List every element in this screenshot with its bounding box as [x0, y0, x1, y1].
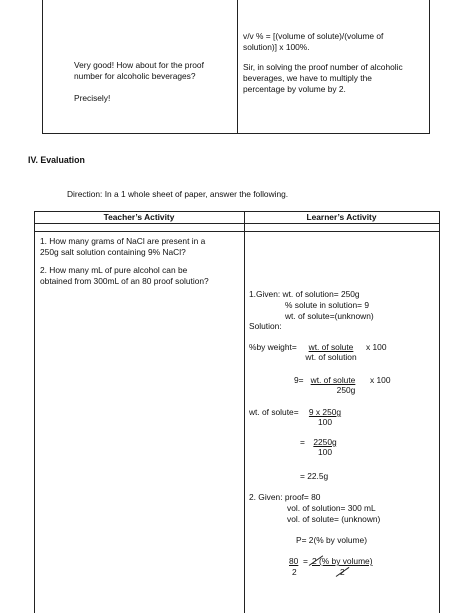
- learner-text-line2: solution)] x 100%.: [243, 42, 310, 52]
- eq4-denominator: 100: [318, 447, 332, 458]
- eq3-denominator: 100: [318, 417, 332, 428]
- eq1-tail: x 100: [366, 342, 387, 352]
- answer-2-eq2-num-left: 80: [289, 556, 299, 566]
- eval-table-row-border: [34, 231, 440, 232]
- eval-table-left-border: [34, 211, 35, 613]
- top-table-divider: [237, 0, 238, 133]
- answer-1-given-line1: 1.Given: wt. of solution= 250g: [249, 289, 360, 299]
- answer-2-eq2-num-right: 2 (% by volume): [312, 556, 373, 566]
- learner-text-line1: v/v % = [(volume of solute)/(volume of: [243, 31, 384, 41]
- learner-text-line5: percentage by volume by 2.: [243, 84, 346, 94]
- question-1-line1: 1. How many grams of NaCl are present in a: [40, 236, 206, 246]
- learner-text-line3: Sir, in solving the proof number of alcoholic: [243, 62, 403, 72]
- eq2-lhs: 9=: [294, 375, 304, 385]
- teacher-text-line1: Very good! How about for the proof: [74, 60, 204, 70]
- eval-table-right-border: [439, 211, 440, 613]
- eq2-denominator: 250g: [336, 385, 356, 396]
- learner-text-line4: beverages, we have to multiply the: [243, 73, 372, 83]
- top-table-bottom-border: [42, 133, 430, 134]
- header-teacher-activity: Teacher’s Activity: [103, 212, 175, 222]
- eq2-tail: x 100: [370, 375, 391, 385]
- answer-2-given-line3: vol. of solute= (unknown): [287, 514, 381, 524]
- top-table-right-border: [429, 0, 430, 133]
- question-1-line2: 250g salt solution containing 9% NaCl?: [40, 247, 186, 257]
- eq3-numerator: 9 x 250g: [308, 407, 342, 417]
- eq4-lhs: =: [300, 437, 305, 447]
- answer-2-eq2-den-left: 2: [292, 567, 297, 577]
- answer-1-solution-label: Solution:: [249, 321, 282, 331]
- direction-text: Direction: In a 1 whole sheet of paper, answer the following.: [67, 189, 289, 199]
- answer-2-eq2-den-right: 2: [340, 567, 345, 577]
- answer-2-eq2-equals: =: [303, 556, 308, 566]
- answer-2-given-line1: 2. Given: proof= 80: [249, 492, 321, 502]
- eq3-fraction: [303, 407, 347, 428]
- question-2-line1: 2. How many mL of pure alcohol can be: [40, 265, 188, 275]
- teacher-text-line3: Precisely!: [74, 93, 111, 103]
- eq1-fraction: [296, 342, 366, 363]
- eq2-numerator: wt. of solute: [310, 375, 356, 385]
- question-2-line2: obtained from 300mL of an 80 proof solution?: [40, 276, 209, 286]
- top-table-left-border: [42, 0, 43, 133]
- eq4-fraction: [307, 437, 343, 458]
- answer-2-given-line2: vol. of solution= 300 mL: [287, 503, 376, 513]
- eval-table-header-border: [34, 223, 440, 224]
- eq1-denominator: wt. of solution: [305, 352, 357, 363]
- answer-1-given-line2: % solute in solution= 9: [285, 300, 370, 310]
- eq3-lhs: wt. of solute=: [249, 407, 299, 417]
- answer-1-given-line3: wt. of solute=(unknown): [285, 311, 374, 321]
- eq2-fraction: [303, 375, 363, 396]
- eval-table-divider: [244, 211, 245, 613]
- eq1-numerator: wt. of solute: [308, 342, 354, 352]
- section-heading: IV. Evaluation: [28, 155, 85, 165]
- teacher-text-line2: number for alcoholic beverages?: [74, 71, 196, 81]
- eq1-lhs: %by weight=: [249, 342, 297, 352]
- header-learner-activity: Learner’s Activity: [306, 212, 377, 222]
- eq4-numerator: 2250g: [313, 437, 337, 447]
- answer-1-result: = 22.5g: [300, 471, 329, 481]
- answer-2-equation-1: P= 2(% by volume): [296, 535, 367, 545]
